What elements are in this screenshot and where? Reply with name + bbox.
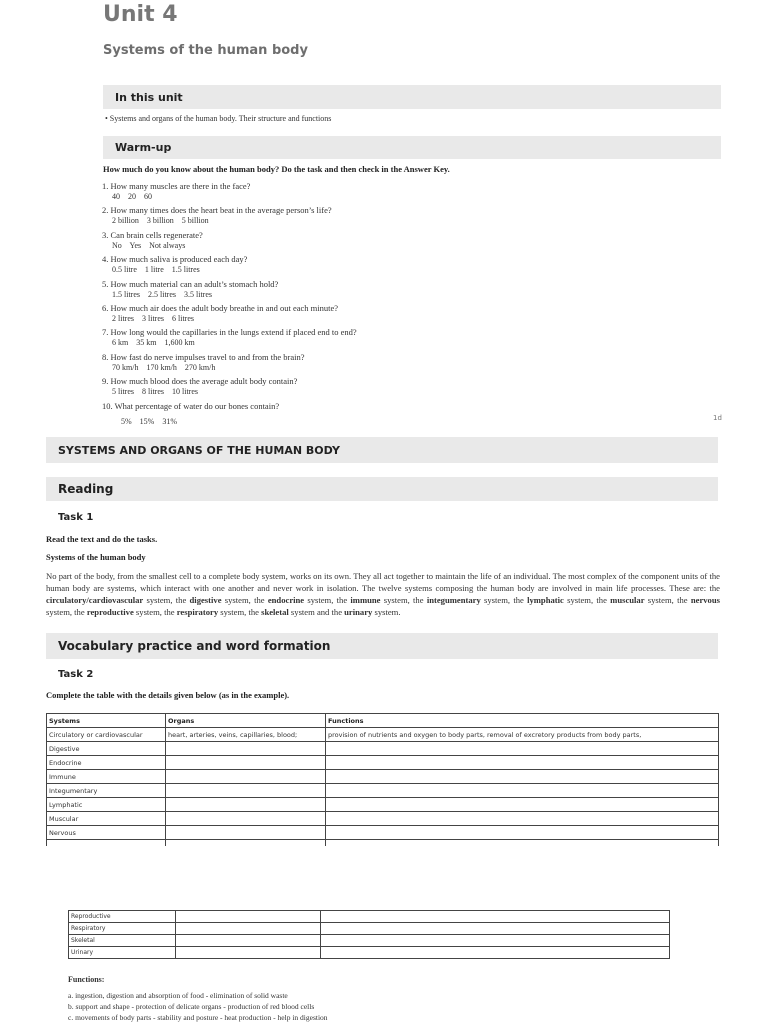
paragraph-text: system, the: [380, 595, 427, 605]
warmup-options: 5% 15% 31%: [121, 417, 177, 426]
warmup-options: 70 km/h 170 km/h 270 km/h: [112, 363, 216, 372]
systems-table: [46, 713, 719, 846]
warmup-options: 1.5 litres 2.5 litres 3.5 litres: [112, 290, 212, 299]
table-cell: [326, 798, 719, 812]
system-name: urinary: [344, 607, 373, 617]
table-cell: Lymphatic: [47, 798, 166, 812]
table-cell: [176, 923, 321, 935]
function-item: a. ingestion, digestion and absorption of food - elimination of solid waste: [68, 991, 288, 1000]
table-cell: [326, 812, 719, 826]
table-cell: [166, 798, 326, 812]
systems-table-continued: [68, 910, 670, 959]
in-this-unit-item: • Systems and organs of the human body. Their structure and functions: [105, 114, 332, 123]
table-cell: Circulatory or cardiovascular: [47, 728, 166, 742]
reading-heading: Reading: [58, 482, 114, 496]
system-name: endocrine: [267, 595, 305, 605]
table-row: [69, 935, 670, 947]
table-cell: Respiratory: [69, 923, 176, 935]
table-cell: [166, 756, 326, 770]
system-name: respiratory: [176, 607, 219, 617]
vocabulary-heading: Vocabulary practice and word formation: [58, 639, 331, 653]
task-1-label: Task 1: [58, 512, 94, 523]
table-cell: Urinary: [69, 947, 176, 959]
table-row: [69, 923, 670, 935]
warmup-question: 5. How much material can an adult’s stomach hold?: [102, 279, 279, 289]
warmup-options: No Yes Not always: [112, 241, 186, 250]
unit-title: Unit 4: [103, 2, 178, 27]
warmup-question: 6. How much air does the adult body breathe in and out each minute?: [102, 303, 339, 313]
system-name: circulatory/cardiovascular: [46, 595, 144, 605]
vocabulary-instruction: Complete the table with the details given below (as in the example).: [46, 690, 290, 700]
paragraph-text: system, the: [644, 595, 691, 605]
table-cell: Muscular: [47, 812, 166, 826]
warmup-question: 7. How long would the capillaries in the lungs extend if placed end to end?: [102, 327, 357, 337]
paragraph-text: system, the: [143, 595, 190, 605]
unit-subtitle: Systems of the human body: [103, 43, 308, 58]
paragraph-text: system, the: [46, 607, 87, 617]
warmup-heading: Warm-up: [115, 141, 172, 154]
systems-section-band: [46, 437, 718, 463]
table-row: [47, 728, 719, 742]
function-item: c. movements of body parts - stability and posture - heat production - help in digestion: [68, 1013, 328, 1022]
table-cell: [166, 770, 326, 784]
system-name: skeletal: [261, 607, 289, 617]
paragraph-text: system, the: [304, 595, 351, 605]
warmup-question: 4. How much saliva is produced each day?: [102, 254, 248, 264]
table-cell: [326, 756, 719, 770]
table-cell: [326, 742, 719, 756]
warmup-question: 2. How many times does the heart beat in the average person’s life?: [102, 205, 332, 215]
paragraph-text: system, the: [480, 595, 528, 605]
paragraph-text: system, the: [218, 607, 262, 617]
table-row: [69, 947, 670, 959]
system-name: lymphatic: [527, 595, 564, 605]
table-cell: Nervous: [47, 826, 166, 840]
table-row: [47, 812, 719, 826]
reading-band: [46, 477, 718, 501]
paragraph-text: system.: [372, 607, 401, 617]
page-number: 1d: [713, 414, 722, 422]
table-cell: [47, 840, 166, 847]
warmup-options: 0.5 litre 1 litre 1.5 litres: [112, 265, 200, 274]
system-name: reproductive: [86, 607, 134, 617]
reading-paragraph: [46, 570, 720, 618]
paragraph-text: system and the: [288, 607, 345, 617]
table-cell: [321, 923, 670, 935]
table-cell: [176, 947, 321, 959]
table-row: [47, 742, 719, 756]
table-cell: [166, 784, 326, 798]
warmup-question: 1. How many muscles are there in the face?: [102, 181, 251, 191]
table-row: [47, 756, 719, 770]
table-cell: [326, 826, 719, 840]
system-name: integumentary: [426, 595, 481, 605]
in-this-unit-heading: In this unit: [115, 91, 183, 104]
table-cell: [321, 935, 670, 947]
paragraph-text: system, the: [221, 595, 268, 605]
reading-text-title: Systems of the human body: [46, 552, 146, 562]
warmup-question: 9. How much blood does the average adult body contain?: [102, 376, 298, 386]
table-cell: Digestive: [47, 742, 166, 756]
warmup-options: 2 billion 3 billion 5 billion: [112, 216, 209, 225]
table-cell: [166, 742, 326, 756]
table-row: [47, 770, 719, 784]
system-name: digestive: [189, 595, 222, 605]
warmup-question: 8. How fast do nerve impulses travel to and from the brain?: [102, 352, 305, 362]
table-header-row: [47, 714, 719, 728]
table-row: [47, 784, 719, 798]
function-item: b. support and shape - protection of delicate organs - production of red blood cells: [68, 1002, 315, 1011]
table-cell: Integumentary: [47, 784, 166, 798]
reading-instruction: Read the text and do the tasks.: [46, 534, 158, 544]
table-header-cell: Systems: [47, 714, 166, 728]
vocabulary-band: [46, 633, 718, 659]
system-name: muscular: [610, 595, 645, 605]
paragraph-text: system, the: [563, 595, 611, 605]
table-row: [47, 826, 719, 840]
system-name: immune: [350, 595, 381, 605]
table-cell: [326, 784, 719, 798]
table-header-cell: Functions: [326, 714, 719, 728]
systems-section-heading: SYSTEMS AND ORGANS OF THE HUMAN BODY: [58, 444, 340, 457]
warmup-options: 5 litres 8 litres 10 litres: [112, 387, 198, 396]
warmup-question: 3. Can brain cells regenerate?: [102, 230, 203, 240]
table-row: [69, 911, 670, 923]
warmup-options: 6 km 35 km 1,600 km: [112, 338, 195, 347]
warmup-lead: How much do you know about the human body? Do the task and then check in the Answer Key.: [103, 164, 450, 174]
table-cell: [321, 911, 670, 923]
table-cell: heart, arteries, veins, capillaries, blood;: [166, 728, 326, 742]
in-this-unit-band: [103, 85, 721, 109]
table-cell: provision of nutrients and oxygen to body parts, removal of excretory products from body parts,: [326, 728, 719, 742]
table-cell: [166, 840, 326, 847]
paragraph-text: No part of the body, from the smallest cell to a complete body system, works on its own. They all act together to maintain the life of an individual. The most complex of the component units of the human body are systems, which interact with one another and never work in isolation. The twelve systems composing the human body are involved in main life processes. These are: the: [46, 571, 720, 593]
warmup-band: [103, 136, 721, 159]
warmup-options: 40 20 60: [112, 192, 152, 201]
table-cell: [176, 935, 321, 947]
table-cell: Skeletal: [69, 935, 176, 947]
task-2-label: Task 2: [58, 669, 94, 680]
paragraph-text: system, the: [133, 607, 177, 617]
table-cell: [166, 826, 326, 840]
warmup-options: 2 litres 3 litres 6 litres: [112, 314, 194, 323]
table-cell: Immune: [47, 770, 166, 784]
table-row: [47, 798, 719, 812]
table-cell: [326, 840, 719, 847]
table-cell: [176, 911, 321, 923]
system-name: nervous: [690, 595, 720, 605]
table-cell: Endocrine: [47, 756, 166, 770]
warmup-question: 10. What percentage of water do our bones contain?: [102, 401, 280, 411]
table-header-cell: Organs: [166, 714, 326, 728]
functions-title: Functions:: [68, 975, 105, 984]
table-cell: [166, 812, 326, 826]
table-cell: [326, 770, 719, 784]
table-cell: [321, 947, 670, 959]
table-cell: Reproductive: [69, 911, 176, 923]
table-row: [47, 840, 719, 847]
